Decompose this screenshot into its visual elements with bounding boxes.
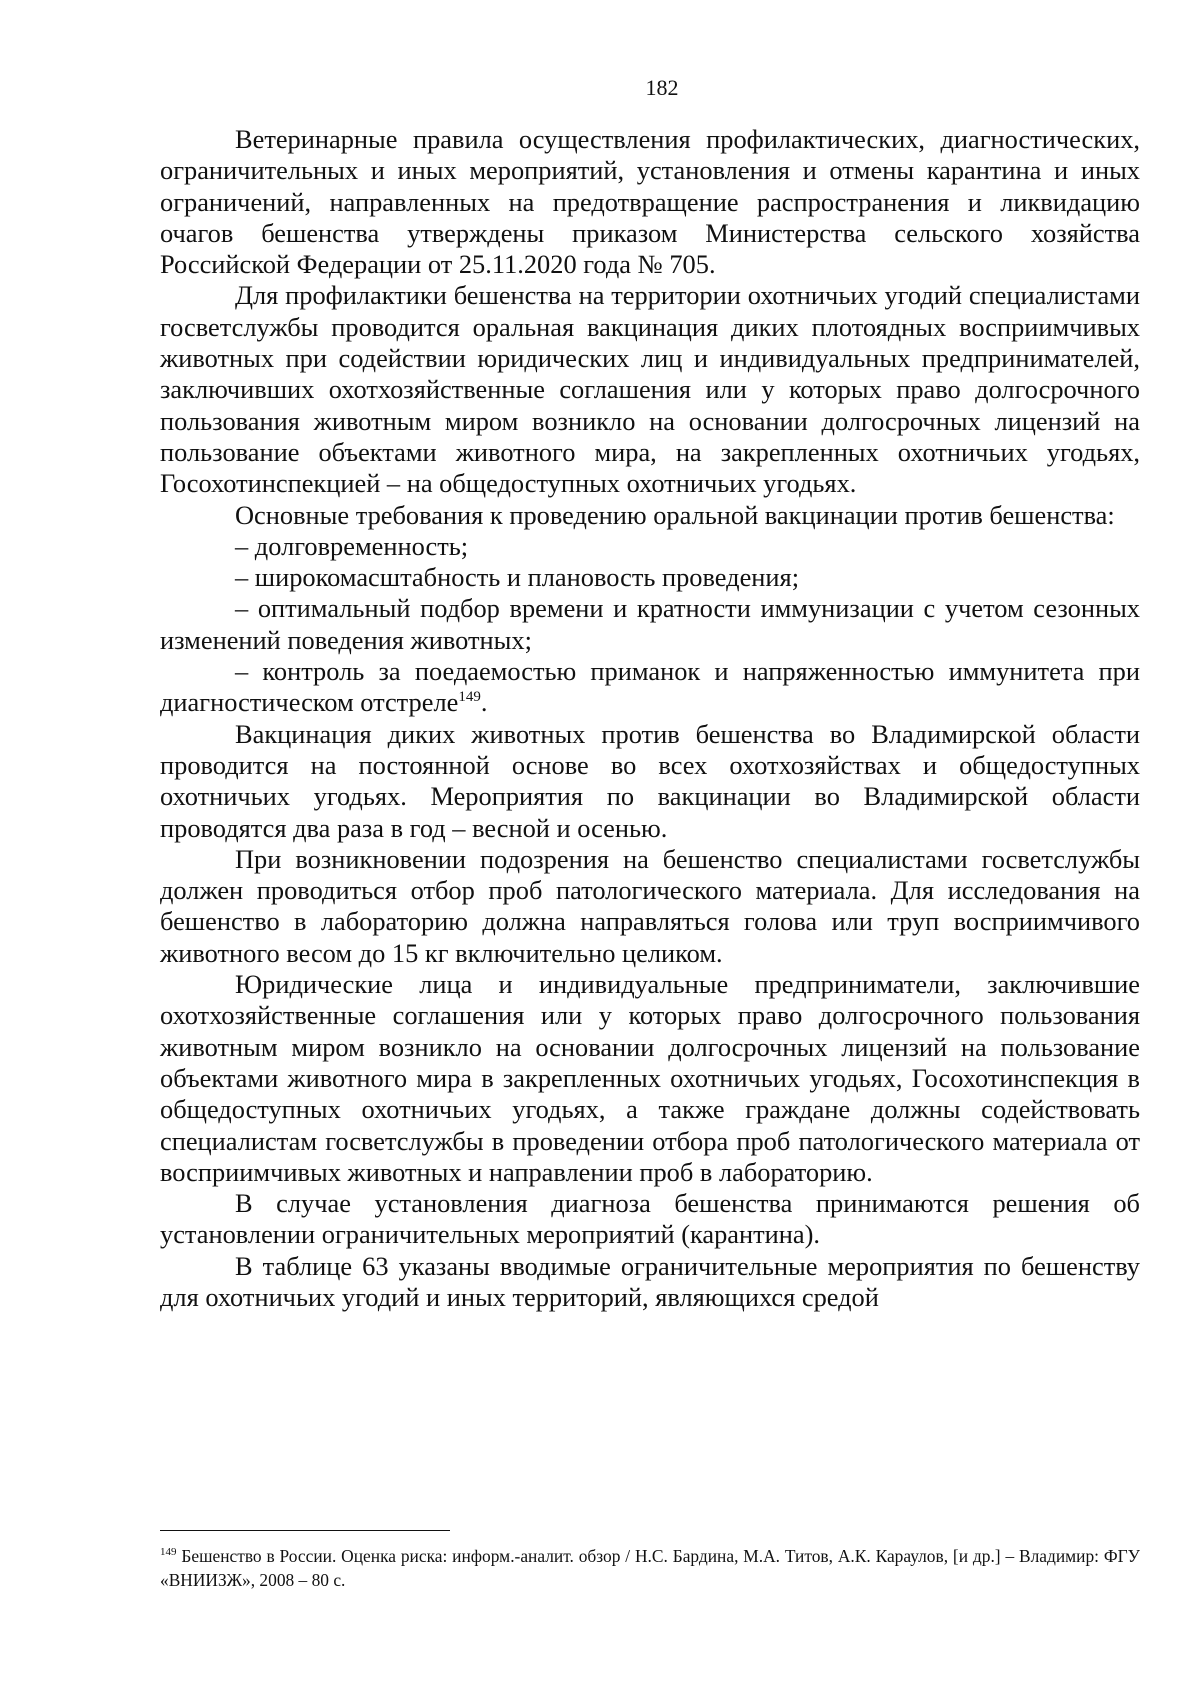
- list-item-scale: – широкомасштабность и плановость проведения;: [235, 562, 800, 593]
- list-item-timing: – оптимальный подбор времени и кратности иммунизации с учетом сезонных изменений поведения животных;: [160, 593, 1140, 655]
- paragraph-vladimir-vaccination: Вакцинация диких животных против бешенства во Владимирской области проводится на постоянной основе во всех охотхозяйствах и общедоступных охотничьих угодьях. Мероприятия по вакцинации во Владимирской области проводятся два раза в год – весной и осенью.: [160, 718, 1140, 843]
- footnote: [160, 1544, 1140, 1592]
- page-number: 182: [645, 75, 679, 100]
- paragraph-diagnosis: В случае установления диагноза бешенства принимаются решения об установлении ограничительных мероприятий (карантина).: [160, 1188, 1140, 1250]
- paragraph-prevention: Для профилактики бешенства на территории охотничьих угодий специалистами госветслужбы проводится оральная вакцинация диких плотоядных восприимчивых животных при содействии юридических лиц и индивидуальных предпринимателей, заключивших охотхозяйственные соглашения или у которых право долгосрочного пользования животным миром возникло на основании долгосрочных лицензий на пользование объектами животного мира, на закрепленных охотничьих угодьях, Госохотинспекцией – на общедоступных охотничьих угодьях.: [160, 280, 1140, 499]
- paragraph-table-reference: В таблице 63 указаны вводимые ограничительные мероприятия по бешенству для охотничьих угодий и иных территорий, являющихся средой: [160, 1250, 1140, 1312]
- paragraph-suspicion: При возникновении подозрения на бешенство специалистами госветслужбы должен проводиться отбор проб патологического материала. Для исследования на бешенство в лабораторию должна направляться голова или труп восприимчивого животного весом до 15 кг включительно целиком.: [160, 843, 1140, 968]
- paragraph-requirements-intro: Основные требования к проведению оральной вакцинации против бешенства:: [235, 499, 1115, 530]
- paragraph-legal-entities: Юридические лица и индивидуальные предприниматели, заключившие охотхозяйственные соглашения или у которых право долгосрочного пользования животным миром возникло на основании долгосрочных лицензий на пользование объектами животного мира в закрепленных охотничьих угодьях, Госохотинспекция в общедоступных охотничьих угодьях, а также граждане должны содействовать специалистам госветслужбы в проведении отбора проб патологического материала от восприимчивых животных и направлении проб в лабораторию.: [160, 969, 1140, 1187]
- footnote-reference[interactable]: 149: [458, 689, 481, 706]
- paragraph-veterinary-rules: Ветеринарные правила осуществления профилактических, диагностических, ограничительных и иных мероприятий, установления и отмены карантина и иных ограничений, направленных на предотвращение распространения и ликвидацию очагов бешенства утверждены приказом Министерства сельского хозяйства Российской Федерации от 25.11.2020 года № 705.: [160, 124, 1140, 280]
- footnote-number: 149: [160, 1546, 177, 1559]
- list-item-control-text: – контроль за поедаемостью приманок и напряженностью иммунитета при диагностическом отстреле: [160, 656, 1140, 718]
- list-item-control: [160, 656, 1140, 719]
- list-item-control-tail: .: [480, 687, 488, 718]
- list-item-duration: – долговременность;: [235, 530, 469, 561]
- footnote-text: Бешенство в России. Оценка риска: информ.-аналит. обзор / Н.С. Бардина, М.А. Титов, А.К. Караулов, [и др.] – Владимир: ФГУ «ВНИИЗЖ», 2008 – 80 с.: [160, 1546, 1140, 1590]
- body-text: [160, 124, 1140, 1313]
- footnote-divider: [160, 1530, 450, 1531]
